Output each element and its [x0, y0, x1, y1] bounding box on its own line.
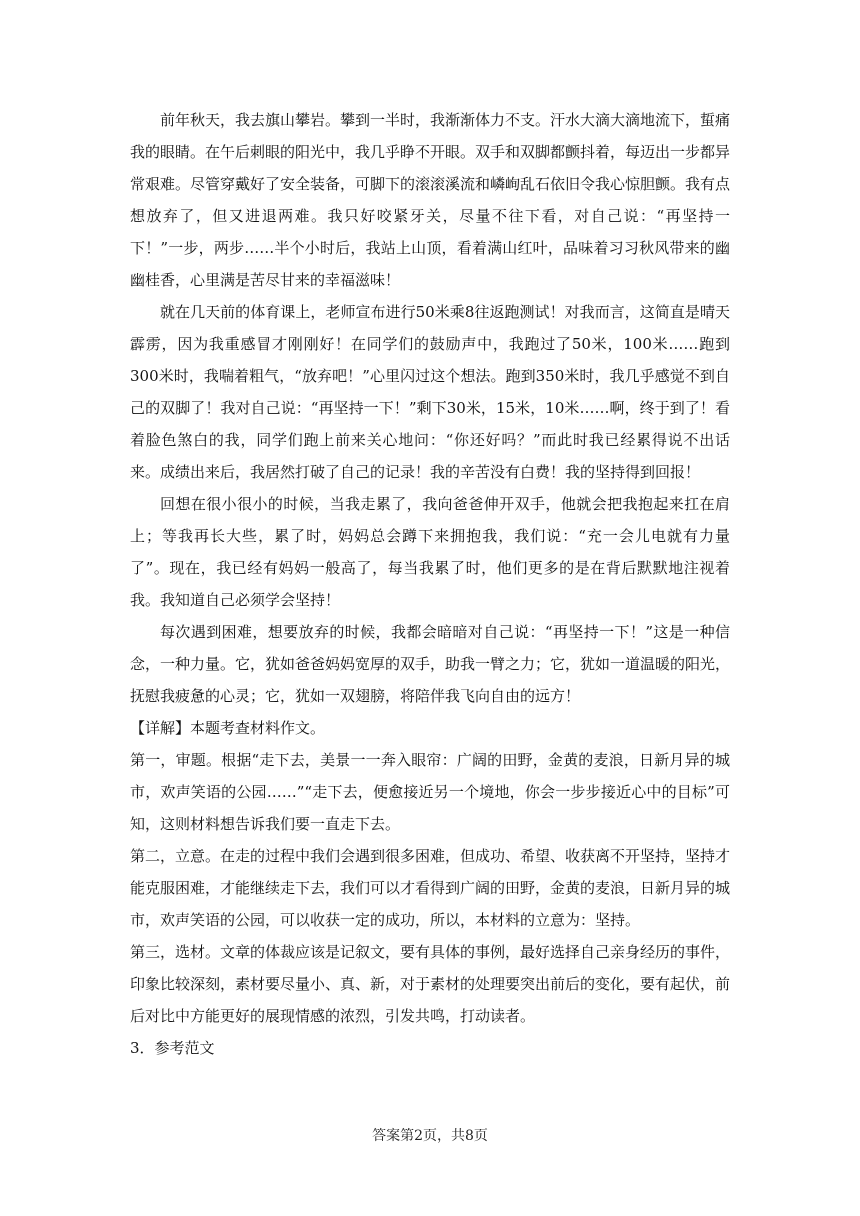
essay-paragraph-3: 回想在很小很小的时候，当我走累了，我向爸爸伸开双手，他就会把我抱起来扛在肩上；等我再长大些，累了时，妈妈总会蹲下来拥抱我，我们说：“充一会儿电就有力量了”。现在，我已经有妈妈一般高了，每当我累了时，他们更多的是在背后默默地注视着我。我知道自己必须学会坚持！	[130, 495, 730, 609]
analysis-step-1: 第一，审题。根据“走下去，美景一一奔入眼帘：广阔的田野，金黄的麦浪，日新月异的城市，欢声笑语的公园……”“走下去，便愈接近另一个境地，你会一步步接近心中的目标”可知，这则材料想告诉我们要一直走下去。	[130, 751, 730, 833]
analysis-step-3: 第三，选材。文章的体裁应该是记叙文，要有具体的事例，最好选择自己亲身经历的事件，印象比较深刻，素材要尽量小、真、新，对于素材的处理要突出前后的变化，要有起伏，前后对比中方能更好的展现情感的浓烈，引发共鸣，打动读者。	[130, 943, 731, 1025]
detail-line	[130, 712, 730, 744]
analysis-step-2: 第二，立意。在走的过程中我们会遇到很多困难，但成功、希望、收获离不开坚持，坚持才能克服困难，才能继续走下去，我们可以才看得到广阔的田野，金黄的麦浪，日新月异的城市，欢声笑语的公园，可以收获一定的成功，所以，本材料的立意为：坚持。	[130, 847, 731, 929]
essay-paragraph-1: 前年秋天，我去旗山攀岩。攀到一半时，我渐渐体力不支。汗水大滴大滴地流下，蜇痛我的眼睛。在午后刺眼的阳光中，我几乎睁不开眼。双手和双脚都颤抖着，每迈出一步都异常艰难。尽管穿戴好了安全装备，可脚下的滚滚溪流和嶙峋乱石依旧令我心惊胆颤。我有点想放弃了，但又进退两难。我只好咬紧牙关，尽量不往下看，对自己说：“再坚持一下！”一步，两步……半个小时后，我站上山顶，看着满山红叶，品味着习习秋风带来的幽幽桂香，心里满是苦尽甘来的幸福滋味！	[130, 111, 731, 289]
essay-paragraph-2: 就在几天前的体育课上，老师宣布进行50米乘8往返跑测试！对我而言，这简直是晴天霹雳，因为我重感冒才刚刚好！在同学们的鼓励声中，我跑过了50米，100米……跑到300米时，我喘着粗气，“放弃吧！”心里闪过这个想法。跑到350米时，我几乎感觉不到自己的双脚了！我对自己说：“再坚持一下！”剩下30米，15米，10米……啊，终于到了！看着脸色煞白的我，同学们跑上前来关心地问：“你还好吗？”而此时我已经累得说不出话来。成绩出来后，我居然打破了自己的记录！我的辛苦没有白费！我的坚持得到回报！	[130, 303, 730, 481]
essay-paragraph-4: 每次遇到困难，想要放弃的时候，我都会暗暗对自己说：“再坚持一下！”这是一种信念，一种力量。它，犹如爸爸妈妈宽厚的双手，助我一臂之力；它，犹如一道温暖的阳光，抚慰我疲惫的心灵；它，犹如一双翅膀，将陪伴我飞向自由的远方！	[130, 623, 731, 705]
detail-text: 本题考查材料作文。	[190, 719, 326, 737]
page-footer: 答案第2页，共8页	[372, 1128, 488, 1144]
section-heading: 3．参考范文	[130, 1039, 215, 1057]
detail-label: 【详解】	[130, 719, 191, 737]
document-body	[130, 104, 730, 1064]
